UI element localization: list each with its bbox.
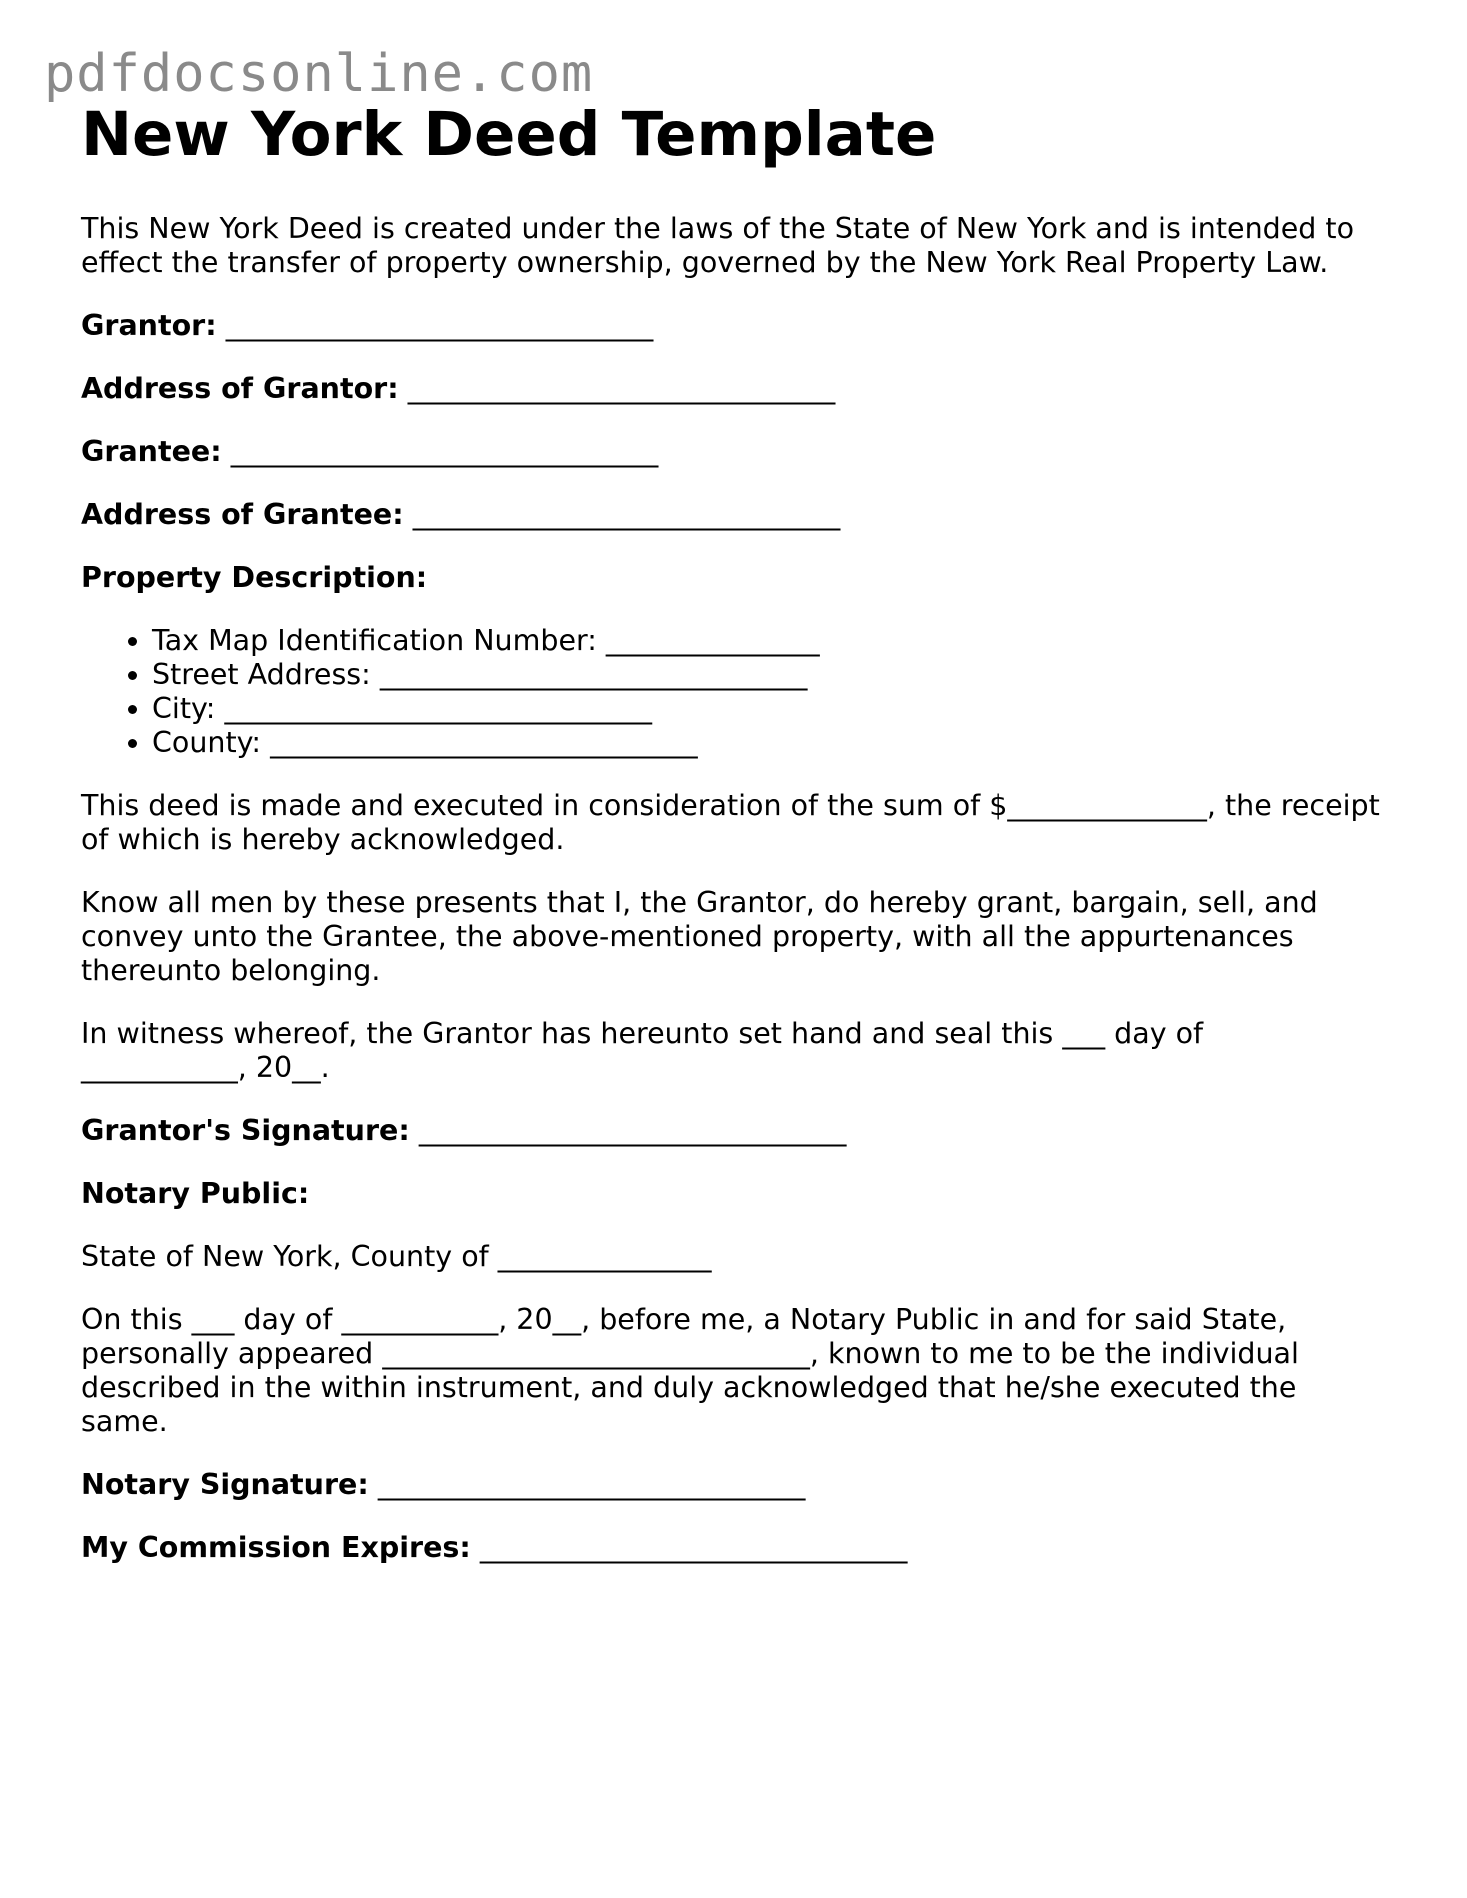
commission-blank[interactable]: ______________________________: [479, 1531, 908, 1565]
commission-label: My Commission Expires:: [81, 1531, 471, 1565]
grantor-address-field: [81, 372, 1391, 406]
grantor-address-label: Address of Grantor:: [81, 372, 399, 406]
notary-signature-field: [81, 1468, 1391, 1502]
notary-heading: [81, 1177, 1391, 1211]
grantee-address-blank[interactable]: ______________________________: [412, 498, 841, 532]
witness-line-2: ___________, 20__.: [81, 1051, 330, 1085]
notary-state-line: State of New York, County of _______________: [81, 1240, 712, 1274]
intro-paragraph: This New York Deed is created under the laws of the State of New York and is intended to effect the transfer of property ownership, governed by the New York Real Property Law.: [81, 212, 1355, 280]
property-list: [81, 624, 1391, 760]
notary-heading-label: Notary Public:: [81, 1177, 310, 1211]
grantee-address-field: [81, 498, 1391, 532]
property-item-city[interactable]: • City: ______________________________: [152, 692, 1391, 726]
witness-paragraph: [81, 1017, 1391, 1085]
grantee-field: [81, 435, 1391, 469]
grantor-signature-field: [81, 1114, 1391, 1148]
property-description-heading: [81, 561, 1391, 595]
watermark: pdfdocsonline.com: [44, 44, 594, 104]
property-item-tax-map[interactable]: • Tax Map Identification Number: _______________: [152, 624, 1391, 658]
page-title: New York Deed Template: [81, 99, 937, 170]
grantee-address-label: Address of Grantee:: [81, 498, 404, 532]
grantor-field: [81, 309, 1391, 343]
commission-field: [81, 1531, 1391, 1565]
grantor-label: Grantor:: [81, 309, 217, 343]
consideration-paragraph: This deed is made and executed in consideration of the sum of $______________, the receipt of which is hereby acknowledged.: [81, 789, 1380, 857]
notary-acknowledgment: On this ___ day of ___________, 20__, before me, a Notary Public in and for said State, personally appeared ______________________________, known to me to be the individual described in the within instrument, and duly acknowledged that he/she executed the same.: [81, 1303, 1299, 1439]
property-item-county[interactable]: • County: ______________________________: [152, 726, 1391, 760]
notary-signature-blank[interactable]: ______________________________: [377, 1468, 806, 1502]
grantor-address-blank[interactable]: ______________________________: [407, 372, 836, 406]
grantor-signature-blank[interactable]: ______________________________: [418, 1114, 847, 1148]
grantor-signature-label: Grantor's Signature:: [81, 1114, 410, 1148]
document: [81, 100, 1391, 1594]
notary-signature-label: Notary Signature:: [81, 1468, 369, 1502]
grantor-blank[interactable]: ______________________________: [225, 309, 654, 343]
grantee-blank[interactable]: ______________________________: [230, 435, 659, 469]
grantee-label: Grantee:: [81, 435, 222, 469]
conveyance-paragraph: Know all men by these presents that I, the Grantor, do hereby grant, bargain, sell, and convey unto the Grantee, the above-mentioned property, with all the appurtenances thereunto belonging.: [81, 886, 1318, 988]
property-item-street-address[interactable]: • Street Address: ______________________________: [152, 658, 1391, 692]
property-description-label: Property Description:: [81, 561, 428, 595]
witness-line-1: In witness whereof, the Grantor has hereunto set hand and seal this ___ day of: [81, 1017, 1204, 1051]
